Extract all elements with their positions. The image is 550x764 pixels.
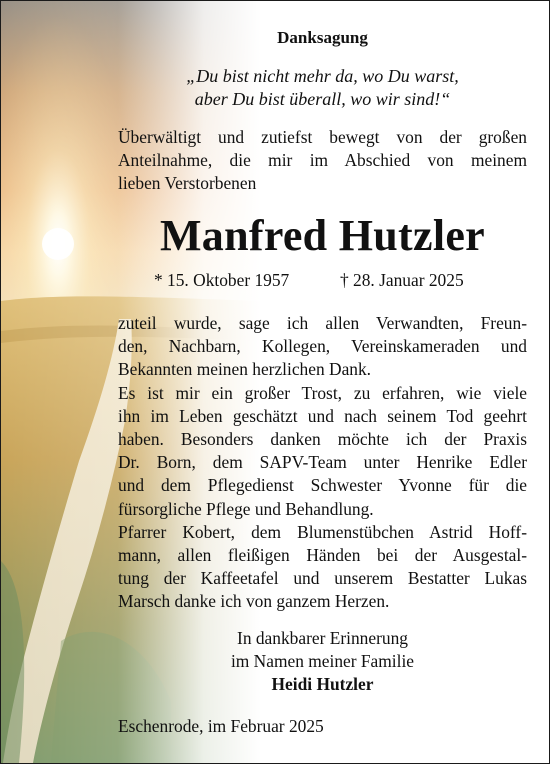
intro-line: lieben Verstorbenen: [118, 173, 257, 194]
quote-line: „Du bist nicht mehr da, wo Du warst,: [186, 66, 459, 86]
death-date: † 28. Januar 2025: [340, 270, 464, 290]
closing-block: [118, 627, 527, 696]
body-line: Bekannten meinen herzlichen Dank.: [118, 359, 372, 380]
place-and-date: Eschenrode, im Februar 2025: [118, 716, 324, 736]
body-line: Marsch danke ich von ganzem Herzen.: [118, 591, 390, 612]
body-line: mann, allen fleißigen Händen bei der Ausgestal-: [118, 545, 527, 566]
body-line: haben. Besonders danken möchte ich der Praxis: [118, 429, 527, 450]
body-line: und dem Pflegedienst Schwester Yvonne für die: [118, 475, 527, 496]
intro-paragraph: [118, 126, 527, 196]
body-line: den, Nachbarn, Kollegen, Vereinskameraden und: [118, 336, 527, 357]
body-line: Es ist mir ein großer Trost, zu erfahren, wie viele: [118, 382, 527, 403]
heading-danksagung: Danksagung: [277, 28, 368, 47]
intro-line: Anteilnahme, die mir im Abschied von meinem: [118, 150, 527, 171]
deceased-name: Manfred Hutzler: [159, 211, 486, 260]
closing-line: In dankbarer Erinnerung: [237, 628, 408, 648]
body-line: Dr. Born, dem SAPV-Team unter Henrike Edler: [118, 452, 527, 473]
intro-line: Überwältigt und zutiefst bewegt von der großen: [118, 127, 527, 147]
body-line: fürsorgliche Pflege und Behandlung.: [118, 498, 374, 519]
quote-line: aber Du bist überall, wo wir sind!“: [194, 89, 451, 109]
body-line: tung der Kaffeetafel und unserem Bestatter Lukas: [118, 568, 527, 589]
signer-name: Heidi Hutzler: [271, 674, 374, 694]
birth-date: * 15. Oktober 1957: [154, 270, 290, 290]
obituary-text-column: [118, 1, 527, 763]
body-line: Pfarrer Kobert, dem Blumenstübchen Astrid Hoff-: [118, 521, 527, 542]
thanks-paragraph: [118, 312, 527, 614]
body-line: ihn im Leben geschätzt und nach seinem Tod geehrt: [118, 405, 527, 426]
quote: [118, 65, 527, 111]
body-line: zuteil wurde, sage ich allen Verwandten, Freun-: [118, 313, 527, 333]
closing-line: im Namen meiner Familie: [230, 651, 415, 671]
